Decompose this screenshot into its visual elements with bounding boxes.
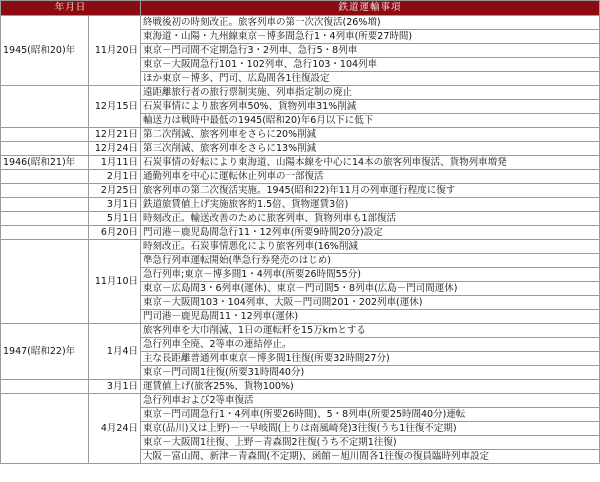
- event-cell: 急行列車;東京－博多間1・4列車(所要26時間55分): [141, 268, 600, 282]
- date-cell: 11月20日: [89, 16, 141, 86]
- event-cell: 準急行列車運転開始(準急行券発売のはじめ): [141, 254, 600, 268]
- table-row: [1, 156, 600, 170]
- table-header-row: [1, 1, 600, 16]
- event-cell: 第二次削減、旅客列車をさらに20%削減: [141, 128, 600, 142]
- event-cell: 大阪－富山間、新津－青森間(不定期)、函館－旭川間各1往復の復員臨時列車設定: [141, 450, 600, 464]
- event-cell: 運賃値上げ(旅客25%、貨物100%): [141, 380, 600, 394]
- event-cell: 東京－門司間不定期急行3・2列車、急行5・8列車: [141, 44, 600, 58]
- era-cell: [1, 380, 89, 394]
- table-row: [1, 394, 600, 408]
- event-cell: 第三次削減、旅客列車をさらに13%削減: [141, 142, 600, 156]
- date-cell: 12月24日: [89, 142, 141, 156]
- date-column-header: 年月日: [1, 1, 141, 16]
- event-cell: 時刻改正。石炭事情悪化により旅客列車(16%削減: [141, 240, 600, 254]
- date-cell: 12月21日: [89, 128, 141, 142]
- table-row: [1, 184, 600, 198]
- date-cell: 6月20日: [89, 226, 141, 240]
- date-cell: 3月1日: [89, 380, 141, 394]
- event-cell: 急行列車および2等車復活: [141, 394, 600, 408]
- event-cell: 石炭事情により旅客列車50%、貨物列車31%削減: [141, 100, 600, 114]
- event-cell: 門司港－鹿児島間急行11・12列車(所要9時間20分)設定: [141, 226, 600, 240]
- era-cell: [1, 128, 89, 142]
- event-cell: 東海道・山陽・九州線東京－博多間急行1・4列車(所要27時間): [141, 30, 600, 44]
- table-row: [1, 198, 600, 212]
- era-cell: [1, 226, 89, 240]
- era-cell: [1, 198, 89, 212]
- date-cell: 1月4日: [89, 324, 141, 380]
- event-cell: 急行列車全廃、2等車の連結停止。: [141, 338, 600, 352]
- table-row: [1, 128, 600, 142]
- event-cell: 旅客列車の第二次復活実施。1945(昭和22)年11月の列車運行程度に復す: [141, 184, 600, 198]
- era-cell: [1, 212, 89, 226]
- era-cell: [1, 394, 89, 464]
- era-cell: 1947(昭和22)年: [1, 324, 89, 380]
- table-body: [1, 16, 600, 464]
- event-cell: 遠距離旅行者の旅行票制実施、列車指定制の廃止: [141, 86, 600, 100]
- event-cell: 主な長距離普通列車東京－博多間1往復(所要32時間27分): [141, 352, 600, 366]
- era-cell: [1, 240, 89, 324]
- table-row: [1, 86, 600, 100]
- date-cell: 12月15日: [89, 86, 141, 128]
- era-cell: [1, 86, 89, 128]
- event-cell: 石炭事情の好転により東海道、山陽本線を中心に14本の旅客列車復活、貨物列車増発: [141, 156, 600, 170]
- event-cell: 東京－門司間急行1・4列車(所要26時間)、5・8列車(所要25時間40分)連転: [141, 408, 600, 422]
- event-cell: 通勤列車を中心に運転休止列車の一部復活: [141, 170, 600, 184]
- event-cell: 東京－大阪間1往復、上野－青森間2往復(うち不定期1往復): [141, 436, 600, 450]
- table-row: [1, 226, 600, 240]
- era-cell: [1, 142, 89, 156]
- table-row: [1, 16, 600, 30]
- event-cell: 東京－大阪間急行101・102列車、急行103・104列車: [141, 58, 600, 72]
- event-cell: 東京－広島間3・6列車(運休)、東京－門司間5・8列車(広島－門司間運休): [141, 282, 600, 296]
- event-cell: 鉄道旅賃値上げ実施旅客約1.5倍、貨物運賃3倍): [141, 198, 600, 212]
- event-column-header: 鉄道運輸事項: [141, 1, 600, 16]
- date-cell: 4月24日: [89, 394, 141, 464]
- table-row: [1, 212, 600, 226]
- date-cell: 3月1日: [89, 198, 141, 212]
- era-cell: 1946(昭和21)年: [1, 156, 89, 170]
- era-cell: [1, 184, 89, 198]
- table-row: [1, 240, 600, 254]
- date-cell: 1月11日: [89, 156, 141, 170]
- era-cell: 1945(昭和20)年: [1, 16, 89, 86]
- event-cell: 旅客列車を大巾削減、1日の運転粁を15万kmとする: [141, 324, 600, 338]
- event-cell: 時刻改正。輸送改善のために旅客列車、貨物列車も1部復活: [141, 212, 600, 226]
- table-row: [1, 380, 600, 394]
- event-cell: 東京－大阪間103・104列車、大阪－門司間201・202列車(運休): [141, 296, 600, 310]
- era-cell: [1, 170, 89, 184]
- table-row: [1, 324, 600, 338]
- date-cell: 11月10日: [89, 240, 141, 324]
- event-cell: 終戦後初の時刻改正。旅客列車の第一次次復活(26%増): [141, 16, 600, 30]
- event-cell: 門司港－鹿児島間11・12列車(運休): [141, 310, 600, 324]
- event-cell: 輸送力は戦時中最低の1945(昭和20)年6月以下に低下: [141, 114, 600, 128]
- date-cell: 2月25日: [89, 184, 141, 198]
- event-cell: 東京－門司間1往復(所要31時間40分): [141, 366, 600, 380]
- date-cell: 5月1日: [89, 212, 141, 226]
- table-row: [1, 142, 600, 156]
- event-cell: ほか東京－博多、門司、広島間各1往復設定: [141, 72, 600, 86]
- event-cell: 東京(品川)又は上野)－一早岐間(上りは南風崎発)3往復(うち1往復不定期): [141, 422, 600, 436]
- table-row: [1, 170, 600, 184]
- date-cell: 2月1日: [89, 170, 141, 184]
